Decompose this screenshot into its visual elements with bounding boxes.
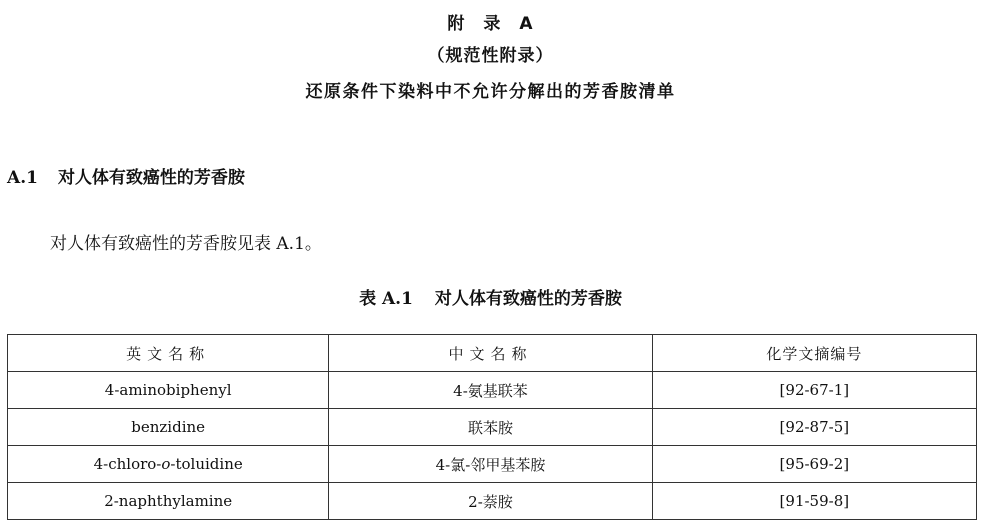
cell-english-name	[8, 446, 329, 483]
appendix-subtitle: （规范性附录）	[427, 46, 554, 66]
appendix-title: 附 录 A	[447, 14, 534, 34]
cell-chinese-name: 2-萘胺	[329, 483, 652, 520]
table-row	[8, 372, 977, 409]
table-row	[8, 483, 977, 520]
cell-chinese-name: 联苯胺	[329, 409, 652, 446]
table-caption-title: 对人体有致癌性的芳香胺	[434, 289, 622, 309]
name-prefix: 4-chloro-	[93, 455, 162, 473]
section-title: 对人体有致癌性的芳香胺	[57, 168, 245, 188]
name-suffix: -toluidine	[170, 455, 243, 473]
table-caption	[0, 284, 981, 309]
table-row	[8, 409, 977, 446]
aromatic-amine-table	[7, 334, 977, 520]
name-italic-ortho: o	[161, 455, 171, 473]
header-english-name: 英文名称	[8, 335, 329, 372]
cell-english-name: benzidine	[8, 409, 329, 446]
section-number: A.1	[7, 168, 38, 188]
cell-cas-number: [92-67-1]	[652, 372, 976, 409]
cell-cas-number: [92-87-5]	[652, 409, 976, 446]
cell-english-name: 2-naphthylamine	[8, 483, 329, 520]
cell-cas-number: [91-59-8]	[652, 483, 976, 520]
cell-chinese-name: 4-氨基联苯	[329, 372, 652, 409]
cell-chinese-name: 4-氯-邻甲基苯胺	[329, 446, 652, 483]
cell-english-name: 4-aminobiphenyl	[8, 372, 329, 409]
table-caption-number: 表 A.1	[359, 289, 413, 309]
table-header-row	[8, 335, 977, 372]
table-row	[8, 446, 977, 483]
header-chinese-name: 中文名称	[329, 335, 652, 372]
header-cas-number: 化学文摘编号	[652, 335, 976, 372]
cell-cas-number: [95-69-2]	[652, 446, 976, 483]
section-heading	[7, 163, 245, 188]
section-paragraph: 对人体有致癌性的芳香胺见表 A.1。	[50, 234, 322, 254]
appendix-main-title: 还原条件下染料中不允许分解出的芳香胺清单	[305, 82, 676, 102]
